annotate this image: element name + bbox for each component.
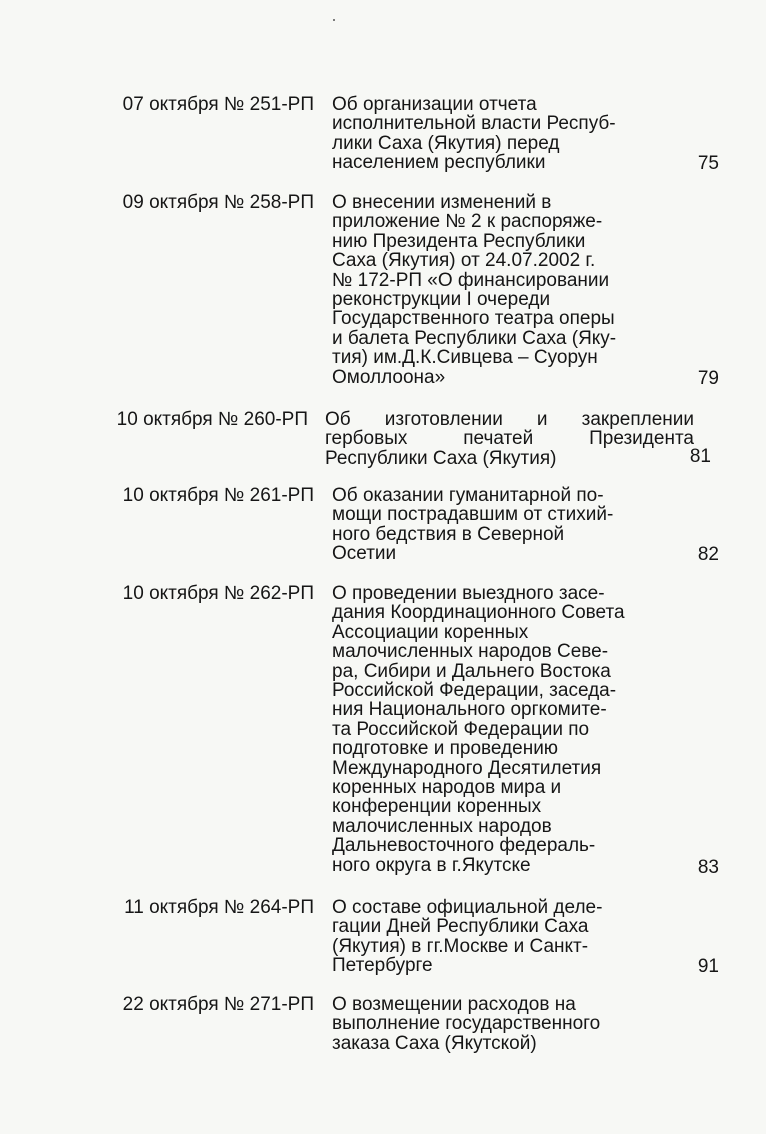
title-line: дания Координационного Совета bbox=[332, 602, 625, 624]
title-line: Республики Саха (Якутия) bbox=[325, 447, 557, 469]
title-line: О проведении выездного засе- bbox=[332, 583, 605, 604]
title-line: гербовых печатей Президента bbox=[325, 428, 694, 450]
entry-title bbox=[332, 193, 677, 387]
title-line: населением республики bbox=[332, 152, 546, 174]
entry-page-number: 83 bbox=[697, 857, 719, 878]
entry-date: 10 октября № 261-РП bbox=[122, 485, 314, 506]
title-line: малочисленных народов bbox=[332, 815, 552, 837]
entry-title bbox=[325, 410, 694, 468]
entry-page-number: 91 bbox=[697, 956, 719, 977]
title-line: (Якутия) в гг.Москве и Санкт- bbox=[332, 935, 589, 957]
title-line: Петербурге bbox=[332, 955, 433, 977]
entry-title bbox=[332, 995, 677, 1053]
title-line: О возмещении расходов на bbox=[332, 994, 576, 1015]
entry-date: 10 октября № 260-РП bbox=[116, 409, 308, 430]
entry-title bbox=[332, 584, 677, 875]
title-line: Саха (Якутия) от 24.07.2002 г. bbox=[332, 250, 596, 272]
title-line: заказа Саха (Якутской) bbox=[332, 1032, 537, 1054]
title-line: и балета Республики Саха (Яку- bbox=[332, 327, 617, 349]
entry-title bbox=[332, 486, 677, 564]
title-line: ного бедствия в Северной bbox=[332, 523, 565, 545]
title-line: № 172-РП «О финансировании bbox=[332, 269, 610, 291]
scan-speck bbox=[333, 19, 335, 21]
title-line: подготовке и проведению bbox=[332, 738, 559, 760]
title-line: та Российской Федерации по bbox=[332, 718, 590, 740]
entry-date: 11 октября № 264-РП bbox=[124, 897, 314, 918]
entry-date: 09 октября № 258-РП bbox=[122, 192, 314, 213]
title-line: О составе официальной деле- bbox=[332, 897, 603, 918]
entry-page-number: 82 bbox=[697, 544, 719, 565]
entry-date: 22 октября № 271-РП bbox=[122, 994, 314, 1015]
title-line: реконструкции I очереди bbox=[332, 289, 551, 311]
title-line: Международного Десятилетия bbox=[332, 757, 602, 779]
title-line: Государственного театра оперы bbox=[332, 308, 615, 330]
title-line: Ассоциации коренных bbox=[332, 621, 529, 643]
title-line: мощи пострадавшим от стихий- bbox=[332, 504, 614, 526]
title-line: малочисленных народов Севе- bbox=[332, 641, 609, 663]
entry-title bbox=[332, 898, 677, 976]
title-line: Осетии bbox=[332, 543, 397, 565]
title-line: выполнение государственного bbox=[332, 1013, 601, 1035]
entry-date: 07 октября № 251-РП bbox=[122, 94, 314, 115]
title-line: Омоллоона» bbox=[332, 366, 446, 388]
title-line: Российской Федерации, заседа- bbox=[332, 680, 617, 702]
title-line: Об организации отчета bbox=[332, 94, 537, 115]
title-line: тия) им.Д.К.Сивцева – Суорун bbox=[332, 347, 598, 369]
entry-page-number: 75 bbox=[697, 153, 719, 174]
title-line: исполнительной власти Респуб- bbox=[332, 113, 616, 135]
title-line: приложение № 2 к распоряже- bbox=[332, 211, 603, 233]
entry-page-number: 79 bbox=[697, 368, 719, 389]
title-line: конференции коренных bbox=[332, 796, 542, 818]
entry-title bbox=[332, 95, 677, 173]
title-line: Дальневосточного федераль- bbox=[332, 835, 596, 857]
title-line: нию Президента Республики bbox=[332, 230, 586, 252]
entry-page-number: 81 bbox=[689, 446, 711, 467]
title-line: коренных народов мира и bbox=[332, 777, 562, 799]
title-line: гации Дней Республики Саха bbox=[332, 916, 589, 938]
title-line: лики Саха (Якутия) перед bbox=[332, 132, 560, 154]
title-line: ния Национального оргкомите- bbox=[332, 699, 607, 721]
entry-date: 10 октября № 262-РП bbox=[122, 583, 314, 604]
title-line: Об оказании гуманитарной по- bbox=[332, 485, 604, 506]
title-line: ного округа в г.Якутске bbox=[332, 854, 531, 876]
title-line: ра, Сибири и Дальнего Востока bbox=[332, 660, 611, 682]
title-line: Об изготовлении и закреплении bbox=[325, 409, 694, 430]
title-line: О внесении изменений в bbox=[332, 192, 552, 213]
